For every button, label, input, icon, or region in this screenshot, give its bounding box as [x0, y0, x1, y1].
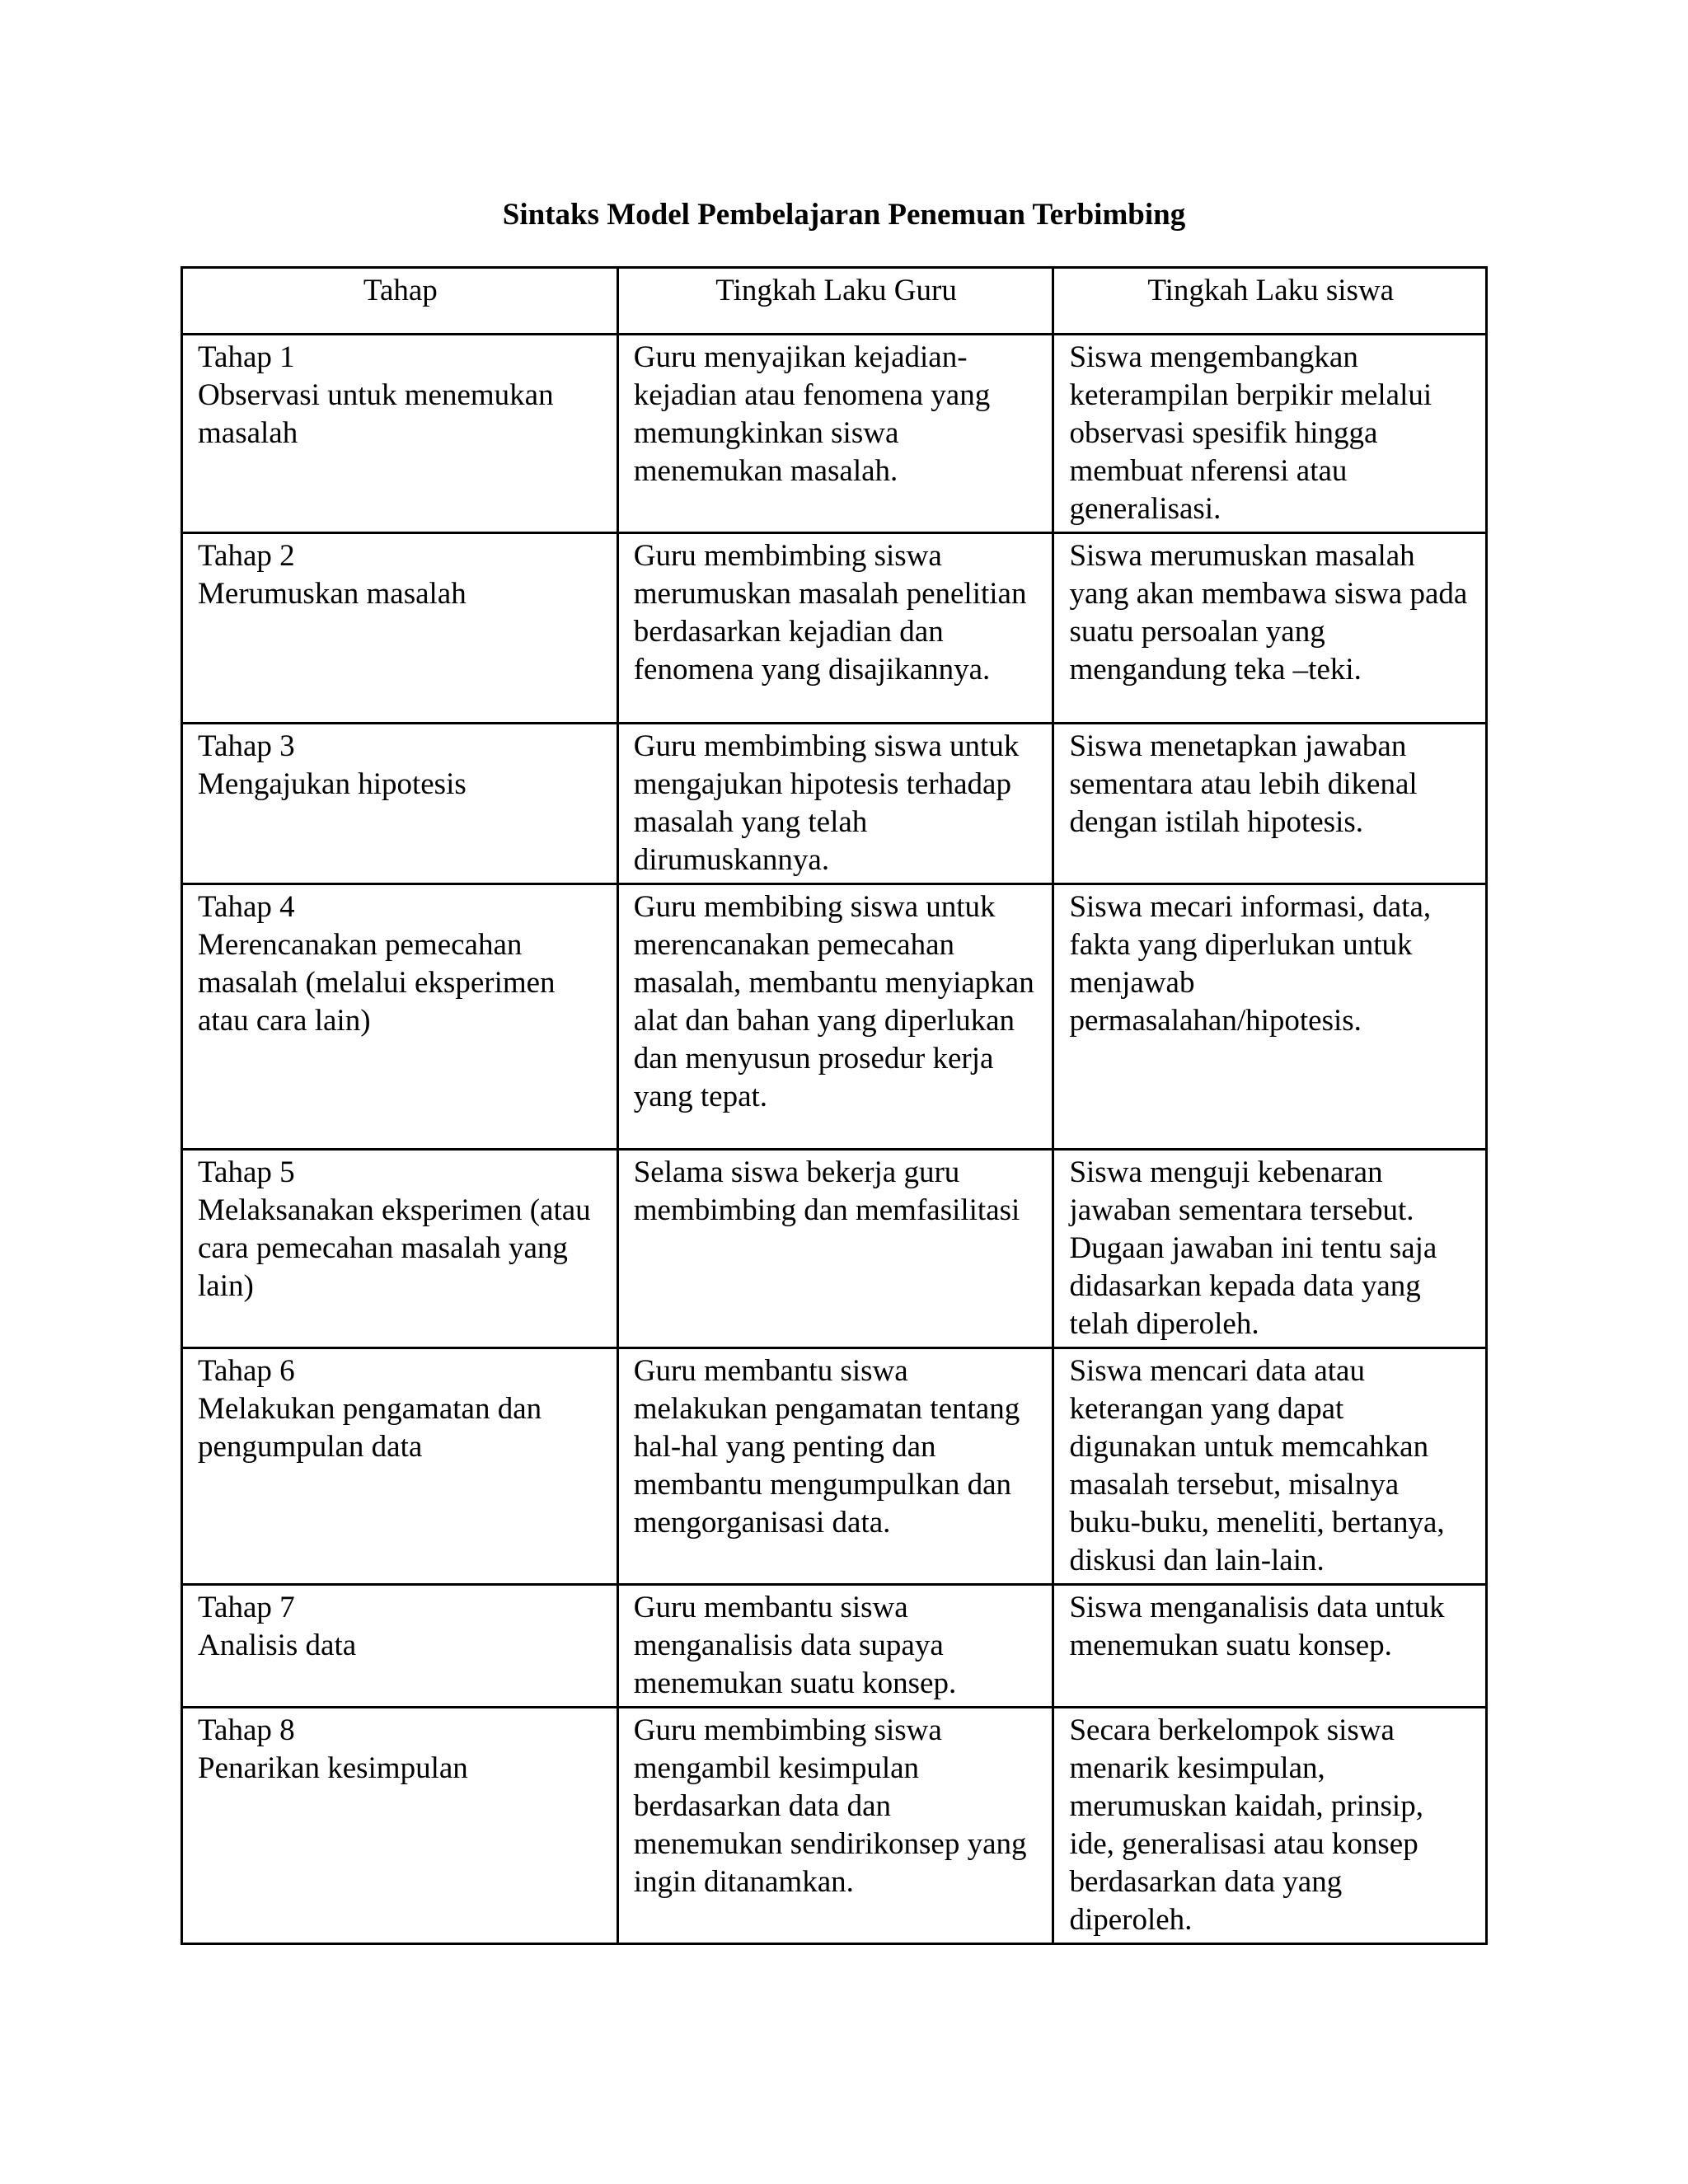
stage-number: Tahap 5 — [198, 1155, 295, 1189]
header-tingkah-laku-guru: Tingkah Laku Guru — [617, 268, 1053, 335]
stage-number: Tahap 3 — [198, 729, 295, 763]
stage-name: Observasi untuk menemukan masalah — [198, 378, 554, 450]
guru-behavior-cell: Guru membantu siswa melakukan pengamatan tentang hal-hal yang penting dan membantu mengumpulkan dan mengorganisasi data. — [617, 1348, 1053, 1585]
table-row — [182, 533, 1487, 724]
guru-behavior-cell: Guru membimbing siswa untuk mengajukan hipotesis terhadap masalah yang telah dirumuskannya. — [617, 724, 1053, 884]
stage-name: Penarikan kesimpulan — [198, 1751, 468, 1785]
guru-behavior-cell: Selama siswa bekerja guru membimbing dan memfasilitasi — [617, 1150, 1053, 1348]
stage-cell — [182, 1150, 618, 1348]
guru-behavior-cell: Guru membantu siswa menganalisis data supaya menemukan suatu konsep. — [617, 1585, 1053, 1708]
header-tahap: Tahap — [182, 268, 618, 335]
guru-behavior-cell: Guru membibing siswa untuk merencanakan pemecahan masalah, membantu menyiapkan alat dan bahan yang diperlukan dan menyusun prosedur kerja yang tepat. — [617, 884, 1053, 1150]
stage-cell — [182, 1708, 618, 1944]
siswa-behavior-cell: Siswa mengembangkan keterampilan berpikir melalui observasi spesifik hingga membuat nferensi atau generalisasi. — [1053, 335, 1487, 533]
siswa-behavior-cell: Siswa menetapkan jawaban sementara atau lebih dikenal dengan istilah hipotesis. — [1053, 724, 1487, 884]
stage-name: Melakukan pengamatan dan pengumpulan data — [198, 1392, 542, 1464]
table-row — [182, 884, 1487, 1150]
guru-behavior-cell: Guru menyajikan kejadian-kejadian atau fenomena yang memungkinkan siswa menemukan masalah. — [617, 335, 1053, 533]
stage-cell — [182, 724, 618, 884]
siswa-behavior-cell: Siswa mecari informasi, data, fakta yang diperlukan untuk menjawab permasalahan/hipotesis. — [1053, 884, 1487, 1150]
siswa-behavior-cell: Siswa merumuskan masalah yang akan membawa siswa pada suatu persoalan yang mengandung teka –teki. — [1053, 533, 1487, 724]
document-title: Sintaks Model Pembelajaran Penemuan Terbimbing — [502, 198, 1186, 232]
stage-name: Analisis data — [198, 1629, 357, 1662]
stage-name: Merumuskan masalah — [198, 577, 467, 611]
stage-number: Tahap 8 — [198, 1713, 295, 1747]
syntax-table — [181, 266, 1488, 1945]
stage-number: Tahap 2 — [198, 539, 295, 573]
stage-cell — [182, 335, 618, 533]
table-row — [182, 1585, 1487, 1708]
table-row — [182, 1150, 1487, 1348]
siswa-behavior-cell: Siswa menganalisis data untuk menemukan suatu konsep. — [1053, 1585, 1487, 1708]
stage-number: Tahap 4 — [198, 890, 295, 924]
table-row — [182, 724, 1487, 884]
stage-cell — [182, 1585, 618, 1708]
guru-behavior-cell: Guru membimbing siswa mengambil kesimpulan berdasarkan data dan menemukan sendirikonsep yang ingin ditanamkan. — [617, 1708, 1053, 1944]
table-row — [182, 1348, 1487, 1585]
siswa-behavior-cell: Siswa menguji kebenaran jawaban sementara tersebut. Dugaan jawaban ini tentu saja didasarkan kepada data yang telah diperoleh. — [1053, 1150, 1487, 1348]
stage-cell — [182, 533, 618, 724]
siswa-behavior-cell: Siswa mencari data atau keterangan yang dapat digunakan untuk memcahkan masalah tersebut, misalnya buku-buku, meneliti, bertanya, diskusi dan lain-lain. — [1053, 1348, 1487, 1585]
header-tingkah-laku-siswa: Tingkah Laku siswa — [1053, 268, 1487, 335]
table-row — [182, 335, 1487, 533]
stage-name: Melaksanakan eksperimen (atau cara pemecahan masalah yang lain) — [198, 1193, 591, 1303]
stage-name: Mengajukan hipotesis — [198, 767, 467, 801]
guru-behavior-cell: Guru membimbing siswa merumuskan masalah penelitian berdasarkan kejadian dan fenomena yang disajikannya. — [617, 533, 1053, 724]
stage-number: Tahap 6 — [198, 1354, 295, 1388]
siswa-behavior-cell: Secara berkelompok siswa menarik kesimpulan, merumuskan kaidah, prinsip, ide, generalisasi atau konsep berdasarkan data yang diperoleh. — [1053, 1708, 1487, 1944]
stage-cell — [182, 1348, 618, 1585]
stage-cell — [182, 884, 618, 1150]
table-header-row — [182, 268, 1487, 335]
stage-number: Tahap 7 — [198, 1591, 295, 1624]
stage-number: Tahap 1 — [198, 340, 295, 374]
table-row — [182, 1708, 1487, 1944]
stage-name: Merencanakan pemecahan masalah (melalui eksperimen atau cara lain) — [198, 928, 556, 1038]
